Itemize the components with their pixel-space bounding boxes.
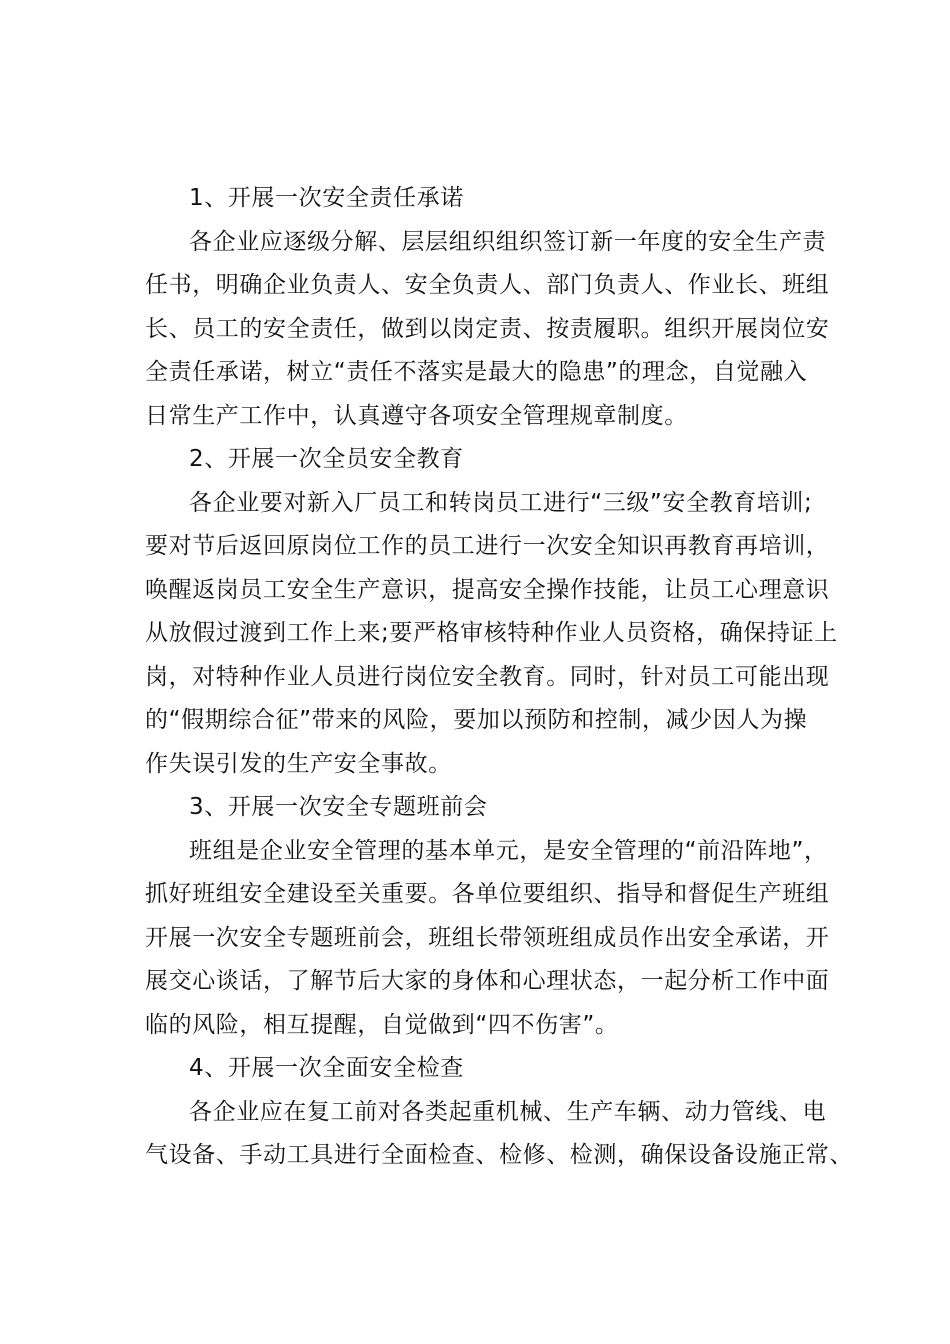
section-2-line-2: 要对节后返回原岗位工作的员工进行一次安全知识再教育再培训，	[145, 533, 830, 559]
section-1-line-2: 任书，明确企业负责人、安全负责人、部门负责人、作业长、班组	[145, 272, 830, 298]
section-2-line-4: 从放假过渡到工作上来;要严格审核特种作业人员资格，确保持证上	[145, 620, 838, 646]
section-2-line-5: 岗，对特种作业人员进行岗位安全教育。同时，针对员工可能出现	[145, 663, 830, 690]
document-body	[145, 177, 853, 1178]
section-1-line-4: 全责任承诺，树立“责任不落实是最大的隐患”的理念，自觉融入	[145, 359, 808, 385]
section-1-line-3: 长、员工的安全责任，做到以岗定责、按责履职。组织开展岗位安	[145, 315, 830, 342]
section-4-heading: 4、开展一次全面安全检查	[189, 1055, 464, 1081]
section-1-line-5: 日常生产工作中，认真遵守各项安全管理规章制度。	[145, 402, 688, 429]
section-2-line-6: 的“假期综合征”带来的风险，要加以预防和控制，减少因人为操	[145, 707, 808, 733]
section-1-line-1: 各企业应逐级分解、层层组织组织签订新一年度的安全生产责	[189, 228, 827, 255]
section-4-line-2: 气设备、手动工具进行全面检查、检修、检测，确保设备设施正常、	[145, 1142, 853, 1168]
section-2-line-3: 唤醒返岗员工安全生产意识，提高安全操作技能，让员工心理意识	[145, 576, 830, 603]
section-2-line-1: 各企业要对新入厂员工和转岗员工进行“三级”安全教育培训;	[189, 489, 813, 516]
section-3-line-1: 班组是企业安全管理的基本单元，是安全管理的“前沿阵地”，	[189, 837, 828, 864]
section-1-heading: 1、开展一次安全责任承诺	[189, 185, 464, 211]
section-2-heading: 2、开展一次全员安全教育	[189, 446, 464, 472]
section-3-heading: 3、开展一次安全专题班前会	[189, 794, 488, 820]
section-4-line-1: 各企业应在复工前对各类起重机械、生产车辆、动力管线、电	[189, 1098, 827, 1125]
section-3-line-3: 开展一次安全专题班前会，班组长带领班组成员作出安全承诺，开	[145, 924, 830, 951]
section-3-line-2: 抓好班组安全建设至关重要。各单位要组织、指导和督促生产班组	[145, 881, 830, 907]
section-3-line-4: 展交心谈话，了解节后大家的身体和心理状态，一起分析工作中面	[145, 968, 830, 994]
section-3-line-5: 临的风险，相互提醒，自觉做到“四不伤害”。	[145, 1011, 619, 1038]
section-2-line-7: 作失误引发的生产安全事故。	[145, 750, 452, 777]
